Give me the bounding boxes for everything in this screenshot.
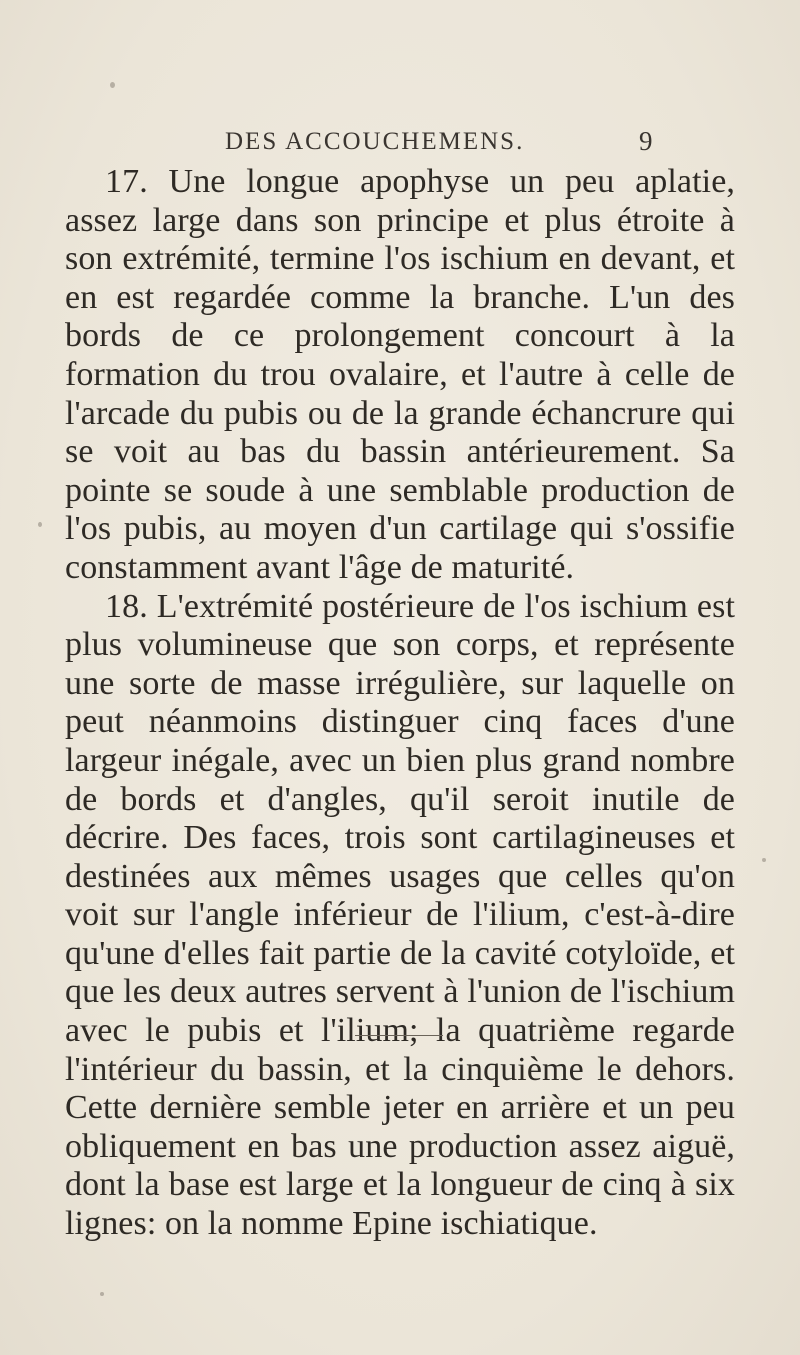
body-text bbox=[65, 163, 735, 1244]
paragraph-17 bbox=[65, 163, 735, 588]
paper-speck bbox=[38, 522, 42, 527]
paragraph-number: 17. bbox=[105, 163, 148, 200]
page-number: 9 bbox=[639, 126, 653, 156]
paragraph-number: 18. bbox=[105, 587, 148, 625]
paragraph-18 bbox=[65, 588, 735, 1244]
paragraph-text: Une longue apophyse un peu aplatie, assez large dans son principe et plus étroite à son extrémité, termine l'os ischium en devant, et en est regardée comme la branche. L'un des bords de ce prolongement concourt à la formation du trou ovalaire, et l'autre à celle de l'arcade du pubis ou de la grande échancrure qui se voit au bas du bassin antérieurement. Sa pointe se soude à une semblable production de l'os pubis, au moyen d'un cartilage qui s'ossifie constamment avant l'âge de maturité. bbox=[65, 163, 735, 586]
paper-speck bbox=[100, 1292, 104, 1296]
paragraph-text: L'extrémité postérieure de l'os ischium est plus volumineuse que son corps, et représente une sorte de masse irrégulière, sur laquelle on peut néanmoins distinguer cinq faces d'une largeur inégale, avec un bien plus grand nombre de bords et d'angles, qu'il seroit inutile de décrire. Des faces, trois sont cartilagineuses et destinées aux mêmes usages que celles qu'on voit sur l'angle inférieur de l'ilium, c'est-à-dire qu'une d'elles fait partie de la cavité cotyloïde, et que les deux autres servent à l'union de l'ischium avec le pubis et l'ilium; la quatrième regarde l'intérieur du bassin, et la cinquième le dehors. Cette dernière semble jeter en arrière et un peu obliquement en bas une production assez aiguë, dont la base est large et la longueur de cinq à six lignes: on la nomme Epine ischiatique. bbox=[65, 587, 735, 1243]
paper-speck bbox=[110, 82, 115, 88]
end-rule-divider bbox=[355, 1035, 443, 1036]
running-head: DES ACCOUCHEMENS. bbox=[225, 128, 525, 155]
paper-speck bbox=[762, 858, 766, 862]
